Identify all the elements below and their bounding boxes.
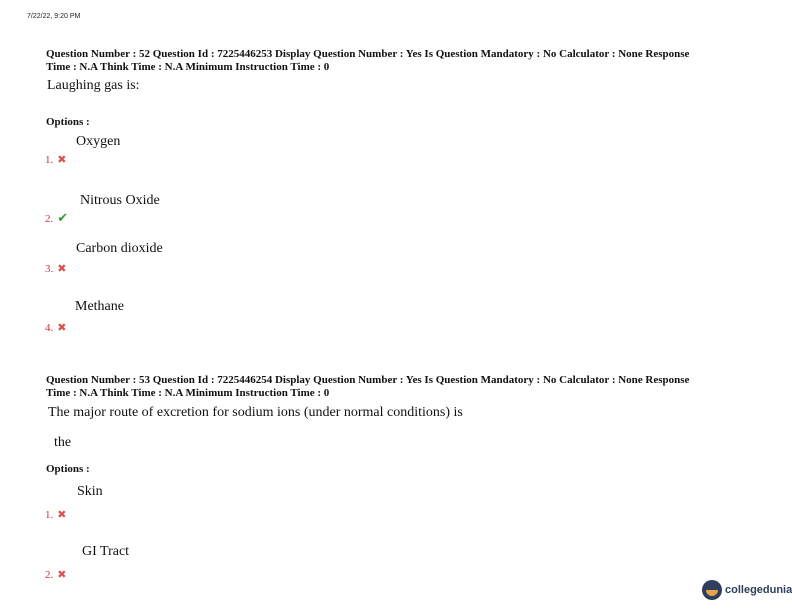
cross-icon: ✖ <box>57 263 67 275</box>
cross-icon: ✖ <box>57 509 67 521</box>
question-52-meta <box>46 48 766 74</box>
option-number-label: 2. <box>45 569 54 581</box>
option-text: Methane <box>75 299 124 314</box>
question-52-text: Laughing gas is: <box>47 78 140 93</box>
option-number <box>45 210 68 226</box>
question-53-text: The major route of excretion for sodium ions (under normal conditions) is <box>48 405 463 420</box>
meta-line-2: Time : N.A Think Time : N.A Minimum Instruction Time : 0 <box>46 387 330 399</box>
meta-line-1: Question Number : 53 Question Id : 7225446254 Display Question Number : Yes Is Question Mandatory : No Calculator : None Response <box>46 374 690 386</box>
option-number <box>45 262 66 275</box>
check-icon: ✔ <box>57 210 69 225</box>
option-number-label: 3. <box>45 263 54 275</box>
meta-line-2: Time : N.A Think Time : N.A Minimum Instruction Time : 0 <box>46 61 330 73</box>
option-text: GI Tract <box>82 544 130 559</box>
option-text: Carbon dioxide <box>76 241 163 256</box>
meta-line-1: Question Number : 52 Question Id : 7225446253 Display Question Number : Yes Is Question Mandatory : No Calculator : None Response <box>46 48 690 60</box>
question-53-meta <box>46 374 766 400</box>
option-number-label: 1. <box>45 154 54 166</box>
options-label: Options : <box>46 463 90 475</box>
option-number <box>45 153 66 166</box>
options-label: Options : <box>46 116 90 128</box>
option-number-label: 2. <box>45 213 54 225</box>
cross-icon: ✖ <box>57 322 67 334</box>
mascot-icon <box>702 580 722 600</box>
option-number-label: 1. <box>45 509 54 521</box>
logo-text: collegedunia <box>725 584 792 596</box>
option-text: Nitrous Oxide <box>80 193 160 208</box>
cross-icon: ✖ <box>57 569 67 581</box>
option-number <box>45 321 66 334</box>
option-number <box>45 568 66 581</box>
option-text: Oxygen <box>76 134 121 149</box>
collegedunia-logo <box>702 576 792 604</box>
print-timestamp: 7/22/22, 9:20 PM <box>27 13 81 20</box>
option-text: Skin <box>77 484 103 499</box>
cross-icon: ✖ <box>57 154 67 166</box>
question-53-text-continued: the <box>54 435 72 450</box>
option-number <box>45 508 66 521</box>
option-number-label: 4. <box>45 322 54 334</box>
